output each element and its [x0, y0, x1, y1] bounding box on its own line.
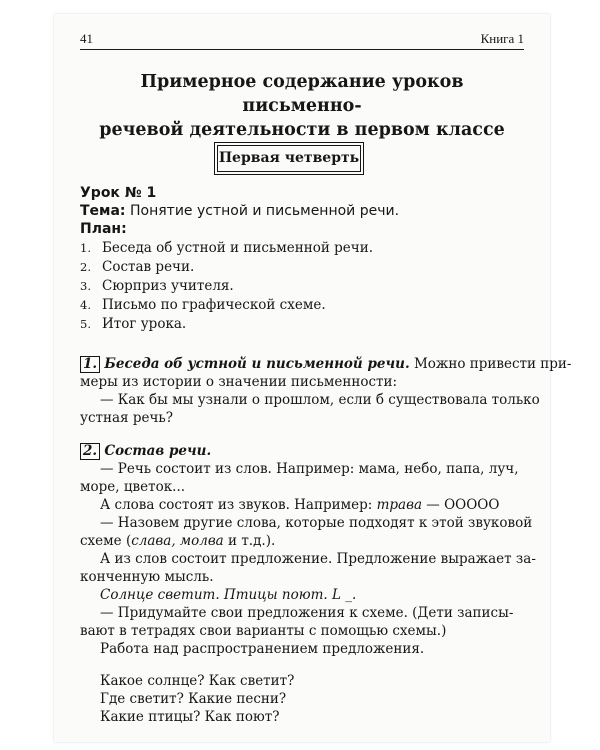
title-line-1: Примерное содержание уроков письменно- — [140, 72, 464, 116]
section-1-line-1-rest: Можно привести при- — [409, 356, 572, 372]
section-2-line-3-a: А слова состоят из звуков. Например: — [100, 497, 377, 513]
plan-item-text: Итог урока. — [102, 316, 187, 332]
plan-label: План: — [80, 221, 127, 237]
section-2-line-10: вают в тетрадях свои варианты с помощью схемы.) — [80, 623, 447, 639]
section-1-number-box: 1. — [80, 356, 100, 373]
running-header — [80, 27, 524, 50]
page-title — [84, 70, 520, 142]
section-2-line-7: конченную мысль. — [80, 569, 214, 585]
plan-item-number: 5. — [80, 317, 91, 331]
plan-item-text: Письмо по графической схеме. — [102, 297, 326, 313]
section-2-line-5-c: и т.д.). — [223, 533, 276, 549]
book-label: Книга 1 — [480, 31, 524, 46]
section-2-line-3-example: трава — [376, 497, 422, 513]
question-line: Где светит? Какие песни? — [100, 691, 287, 707]
section-1-heading: Беседа об устной и письменной речи. — [104, 356, 410, 372]
section-1-line-3: — Как бы мы узнали о прошлом, если б существовала только — [100, 392, 540, 408]
plan-item-text: Сюрприз учителя. — [102, 278, 234, 294]
plan-item-text: Беседа об устной и письменной речи. — [102, 240, 373, 256]
section-1-line-1 — [80, 355, 571, 373]
theme-text: Понятие устной и письменной речи. — [125, 203, 400, 219]
section-2-title — [80, 442, 211, 460]
section-2-line-8: Солнце светит. Птицы поют. L _. — [100, 587, 357, 603]
section-2-number-box: 2. — [80, 443, 100, 460]
section-2-heading: Состав речи. — [104, 443, 212, 459]
plan-item-number: 3. — [80, 279, 91, 293]
section-1-line-2: меры из истории о значении письменности: — [80, 374, 398, 390]
section-2-line-9: — Придумайте свои предложения к схеме. (Дети записы- — [100, 605, 514, 621]
book-page — [54, 14, 572, 742]
question-line: Какие птицы? Как поют? — [100, 709, 280, 725]
section-2-line-1: — Речь состоит из слов. Например: мама, небо, папа, луч, — [100, 461, 519, 477]
quarter-heading: Первая четверть — [217, 145, 361, 172]
section-2-line-2: море, цветок... — [80, 479, 186, 495]
section-2-line-4: — Назовем другие слова, которые подходят к этой звуковой — [100, 515, 533, 531]
section-2-line-5-a: схеме ( — [80, 533, 132, 549]
plan-item-number: 1. — [80, 241, 91, 255]
lesson-label: Урок № 1 — [80, 185, 157, 201]
section-2-line-11: Работа над распространением предложения. — [100, 641, 425, 657]
theme-label: Тема: — [80, 203, 126, 219]
plan-item-text: Состав речи. — [102, 259, 195, 275]
section-2-line-3 — [100, 496, 499, 514]
section-2-line-5-examples: слава, молва — [131, 533, 224, 549]
plan-item-number: 4. — [80, 298, 91, 312]
section-2-line-3-c: — ООООО — [422, 497, 500, 513]
section-2-line-6: А из слов состоит предложение. Предложение выражает за- — [100, 551, 536, 567]
plan-item-number: 2. — [80, 260, 91, 274]
section-2-line-5 — [80, 532, 275, 550]
page-number: 41 — [80, 31, 93, 46]
title-line-2: речевой деятельности в первом классе — [99, 120, 505, 140]
section-1-line-4: устная речь? — [80, 410, 173, 426]
question-line: Какое солнце? Как светит? — [100, 673, 295, 689]
lesson-theme — [80, 202, 399, 220]
